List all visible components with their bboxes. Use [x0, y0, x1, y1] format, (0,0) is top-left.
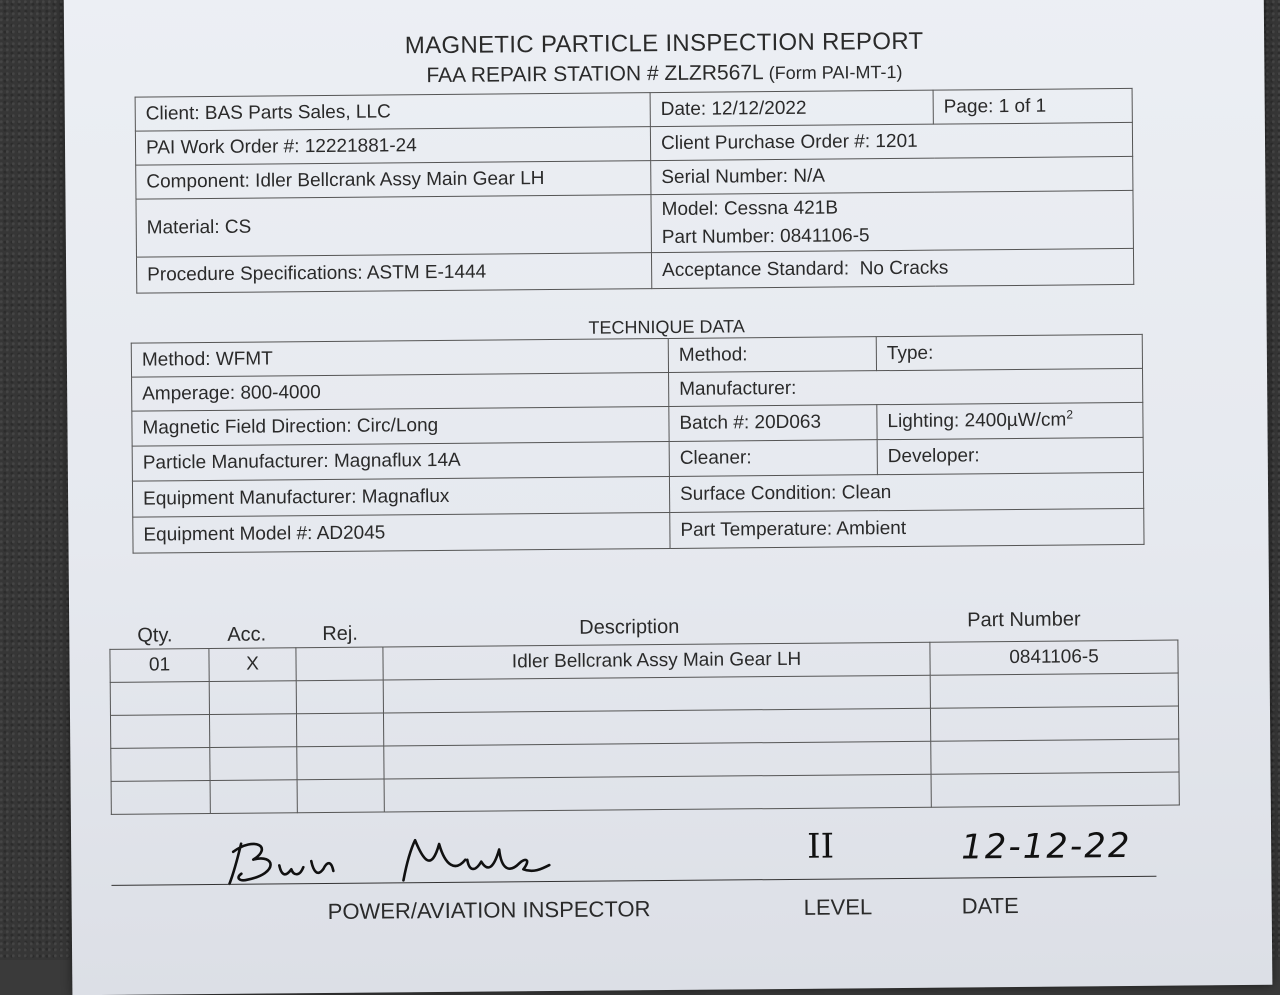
method2-cell: [668, 337, 876, 373]
date-caption: DATE: [961, 892, 1019, 919]
material-label: Material:: [146, 216, 220, 239]
material-row: [136, 190, 1133, 257]
amperage-label: Amperage:: [142, 382, 236, 405]
item-acc-cell: [209, 714, 296, 748]
technique-row-model: [133, 508, 1144, 553]
manufacturer-cell: [669, 368, 1143, 406]
item-description-cell: [384, 741, 931, 779]
qty-header: Qty.: [137, 624, 173, 647]
repair-station-number: FAA REPAIR STATION # ZLZR567L: [426, 61, 764, 88]
item-qty-cell: [111, 781, 210, 815]
field-direction-label: Magnetic Field Direction:: [142, 415, 352, 439]
part-number-label: Part Number:: [661, 225, 775, 248]
client-info-table: [135, 88, 1135, 294]
technique-data-heading: TECHNIQUE DATA: [588, 316, 745, 338]
item-qty-cell: [111, 748, 210, 782]
amperage-value: 800-4000: [240, 381, 321, 404]
acceptance-cell: [651, 248, 1133, 288]
batch-label: Batch #:: [679, 412, 750, 434]
item-qty-cell: [110, 682, 209, 716]
equipment-model-cell: [133, 512, 670, 553]
batch-cell: [669, 405, 877, 442]
equipment-model-value: AD2045: [316, 521, 386, 544]
amperage-cell: [132, 372, 669, 411]
item-description-cell: [383, 675, 930, 713]
date-cell: [650, 90, 933, 126]
developer-cell: [877, 437, 1143, 474]
client-cell: [135, 93, 650, 131]
item-rej-cell: [296, 680, 383, 714]
technique-data-table: [131, 334, 1145, 554]
purchase-order-value: 1201: [875, 130, 918, 152]
model-line: [661, 192, 1122, 224]
item-description-cell: [384, 774, 931, 812]
particle-label: Particle Manufacturer:: [142, 450, 329, 474]
report-title: MAGNETIC PARTICLE INSPECTION REPORT: [404, 27, 924, 60]
model-value: Cessna 421B: [723, 197, 839, 220]
procedure-value: ASTM E-1444: [366, 261, 487, 284]
page-label: Page:: [943, 95, 994, 118]
date-label: Date:: [660, 98, 707, 120]
type-cell: [876, 334, 1142, 370]
manufacturer-label: Manufacturer:: [679, 377, 797, 400]
developer-label: Developer:: [887, 445, 980, 468]
equipment-mfr-cell: [132, 476, 669, 517]
work-order-label: PAI Work Order #:: [145, 135, 300, 159]
handwritten-level: II: [806, 826, 835, 867]
item-qty-cell: 01: [110, 649, 209, 683]
form-number: (Form PAI-MT-1): [768, 61, 903, 84]
page-cell: [933, 88, 1132, 124]
method-cell: [131, 338, 668, 377]
item-part-number-cell: 0841106-5: [930, 640, 1178, 675]
item-rej-cell: [297, 746, 384, 780]
lighting-value: 2400µW/cm: [964, 409, 1067, 432]
item-part-number-cell: [931, 739, 1179, 774]
item-description-cell: Idler Bellcrank Assy Main Gear LH: [383, 642, 930, 680]
surface-condition-cell: [669, 472, 1143, 512]
inspector-caption: POWER/AVIATION INSPECTOR: [327, 896, 651, 924]
lighting-exponent: 2: [1066, 407, 1074, 422]
model-label: Model:: [661, 198, 719, 220]
page-value: 1 of 1: [998, 95, 1047, 117]
material-cell: [136, 195, 651, 257]
item-part-number-cell: [930, 706, 1178, 741]
purchase-order-label: Client Purchase Order #:: [660, 130, 871, 154]
acceptance-value: No Cracks: [859, 257, 949, 279]
inspection-report-sheet: [64, 0, 1273, 995]
repair-station-line: [64, 57, 1264, 91]
client-value: BAS Parts Sales, LLC: [204, 100, 391, 124]
item-rej-cell: [296, 713, 383, 747]
client-label: Client:: [145, 102, 200, 125]
item-part-number-cell: [931, 772, 1179, 807]
part-number-line: [662, 220, 1123, 252]
equipment-mfr-label: Equipment Manufacturer:: [143, 486, 357, 510]
cleaner-label: Cleaner:: [679, 447, 752, 469]
equipment-mfr-value: Magnaflux: [361, 485, 450, 508]
particle-value: Magnaflux 14A: [333, 449, 461, 472]
item-rej-cell: [297, 779, 384, 813]
item-qty-cell: [110, 715, 209, 749]
part-temperature-label: Part Temperature:: [680, 518, 833, 541]
acceptance-label: Acceptance Standard:: [662, 257, 850, 281]
model-part-cell: [651, 190, 1133, 252]
lighting-label: Lighting:: [887, 410, 960, 433]
procedure-cell: [136, 253, 651, 293]
handwritten-date: 12-12-22: [960, 825, 1132, 868]
procedure-label: Procedure Specifications:: [147, 262, 363, 286]
surface-condition-label: Surface Condition:: [679, 482, 837, 505]
equipment-model-label: Equipment Model #:: [143, 522, 313, 546]
item-part-number-cell: [930, 673, 1178, 708]
description-header: Description: [579, 615, 680, 639]
component-value: Idler Bellcrank Assy Main Gear LH: [255, 167, 545, 192]
date-value: 12/12/2022: [711, 97, 807, 120]
purchase-order-cell: [650, 122, 1132, 160]
part-temperature-cell: [670, 508, 1144, 548]
method-value: WFMT: [215, 347, 273, 370]
part-number-header: Part Number: [967, 608, 1081, 632]
item-acc-cell: [210, 780, 297, 814]
part-temperature-value: Ambient: [836, 517, 907, 540]
serial-number-value: N/A: [793, 165, 826, 187]
field-direction-value: Circ/Long: [356, 415, 439, 437]
field-direction-cell: [132, 406, 669, 446]
procedure-row: [136, 248, 1133, 293]
type-label: Type:: [886, 342, 934, 364]
part-number-value: 0841106-5: [780, 224, 870, 247]
component-label: Component:: [146, 170, 250, 193]
item-rej-cell: [296, 647, 383, 681]
serial-number-cell: [651, 156, 1133, 194]
inspection-items-table: [109, 640, 1179, 815]
work-order-cell: [135, 127, 650, 165]
component-cell: [136, 161, 651, 199]
surface-condition-value: Clean: [841, 481, 892, 503]
method2-label: Method:: [678, 343, 748, 366]
batch-value: 20D063: [754, 411, 822, 434]
method-label: Method:: [141, 348, 211, 371]
item-acc-cell: [209, 681, 296, 715]
work-order-value: 12221881-24: [304, 134, 417, 157]
particle-cell: [132, 441, 669, 481]
material-value: CS: [224, 216, 252, 238]
rej-header: Rej.: [322, 622, 358, 646]
lighting-cell: [877, 402, 1143, 439]
acc-header: Acc.: [227, 623, 267, 646]
item-acc-cell: [210, 747, 297, 781]
item-description-cell: [383, 708, 930, 746]
cleaner-cell: [669, 440, 877, 477]
serial-number-label: Serial Number:: [661, 165, 789, 188]
item-acc-cell: X: [209, 648, 296, 682]
level-caption: LEVEL: [803, 894, 873, 920]
